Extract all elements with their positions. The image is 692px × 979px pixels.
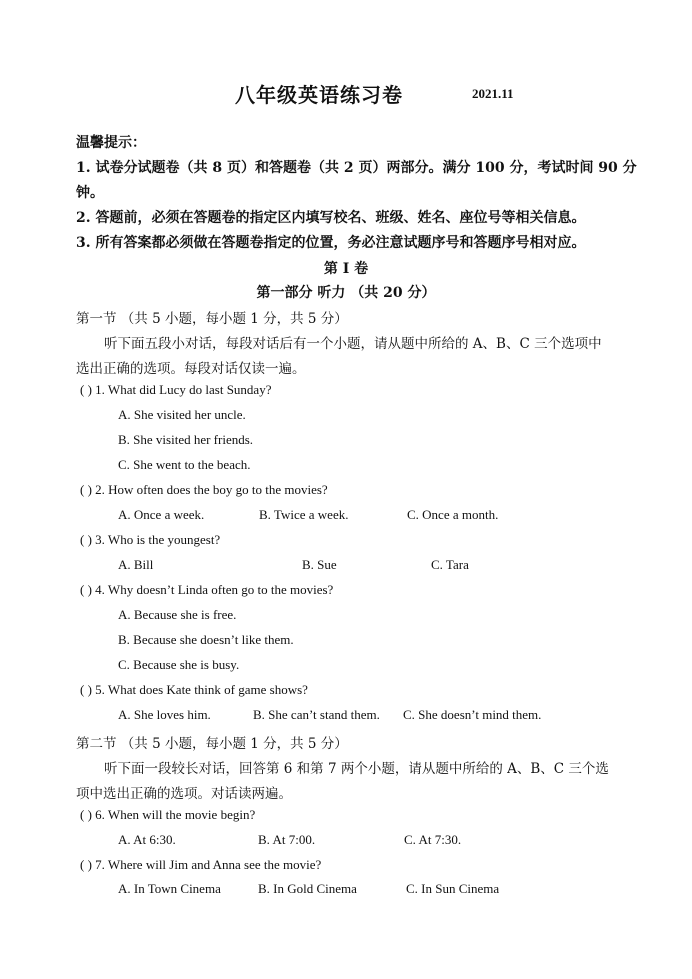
- question-5: ( ) 5. What does Kate think of game shows?: [80, 682, 308, 697]
- section2-heading: 第二节 （共 5 小题，每小题 1 分，共 5 分）: [76, 736, 348, 752]
- q4-option-b: B. Because she doesn’t like them.: [118, 632, 294, 647]
- q5-option-c: C. She doesn’t mind them.: [403, 707, 542, 722]
- q4-option-a: A. Because she is free.: [118, 607, 237, 622]
- q6-option-b: B. At 7:00.: [258, 832, 316, 847]
- q6-option-c: C. At 7:30.: [404, 832, 462, 847]
- q2-option-b: B. Twice a week.: [259, 507, 349, 522]
- notice-line-1: 1. 试卷分试题卷（共 8 页）和答题卷（共 2 页）两部分。满分 100 分，考试时间 90 分: [76, 160, 637, 176]
- q3-option-b: B. Sue: [302, 557, 337, 572]
- section1-instruction-cont: 选出正确的选项。每段对话仅读一遍。: [76, 361, 306, 377]
- q3-option-c: C. Tara: [431, 557, 469, 572]
- q2-option-c: C. Once a month.: [407, 507, 499, 522]
- q7-option-b: B. In Gold Cinema: [258, 881, 357, 896]
- part-heading: 第一部分 听力 （共 20 分）: [256, 285, 436, 301]
- q3-option-a: A. Bill: [118, 557, 154, 572]
- q4-option-c: C. Because she is busy.: [118, 657, 240, 672]
- notice-heading: 温馨提示：: [76, 135, 146, 151]
- section2-instruction: 听下面一段较长对话，回答第 6 和第 7 两个小题，请从题中所给的 A、B、C 三个选: [104, 761, 609, 777]
- notice-line-2: 2. 答题前，必须在答题卷的指定区内填写校名、班级、姓名、座位号等相关信息。: [76, 210, 586, 226]
- q1-option-b: B. She visited her friends.: [118, 432, 254, 447]
- q7-option-a: A. In Town Cinema: [118, 881, 221, 896]
- q1-option-a: A. She visited her uncle.: [118, 407, 246, 422]
- question-1: ( ) 1. What did Lucy do last Sunday?: [80, 382, 272, 397]
- section1-heading: 第一节 （共 5 小题，每小题 1 分，共 5 分）: [76, 311, 348, 327]
- question-7: ( ) 7. Where will Jim and Anna see the movie?: [80, 857, 322, 872]
- q1-option-c: C. She went to the beach.: [118, 457, 251, 472]
- exam-date: 2021.11: [472, 86, 514, 101]
- q5-option-b: B. She can’t stand them.: [253, 707, 380, 722]
- q7-option-c: C. In Sun Cinema: [406, 881, 500, 896]
- notice-line-3: 3. 所有答案都必须做在答题卷指定的位置，务必注意试题序号和答题序号相对应。: [76, 235, 586, 251]
- page-title: 八年级英语练习卷: [235, 83, 403, 107]
- question-6: ( ) 6. When will the movie begin?: [80, 807, 256, 822]
- q2-option-a: A. Once a week.: [118, 507, 205, 522]
- section1-instruction: 听下面五段小对话，每段对话后有一个小题，请从题中所给的 A、B、C 三个选项中: [104, 336, 602, 352]
- volume-heading: 第 I 卷: [323, 261, 369, 277]
- q6-option-a: A. At 6:30.: [118, 832, 176, 847]
- question-3: ( ) 3. Who is the youngest?: [80, 532, 221, 547]
- question-4: ( ) 4. Why doesn’t Linda often go to the movies?: [80, 582, 334, 597]
- notice-line-1-cont: 钟。: [76, 185, 104, 201]
- question-2: ( ) 2. How often does the boy go to the movies?: [80, 482, 328, 497]
- q5-option-a: A. She loves him.: [118, 707, 211, 722]
- section2-instruction-cont: 项中选出正确的选项。对话读两遍。: [76, 786, 292, 802]
